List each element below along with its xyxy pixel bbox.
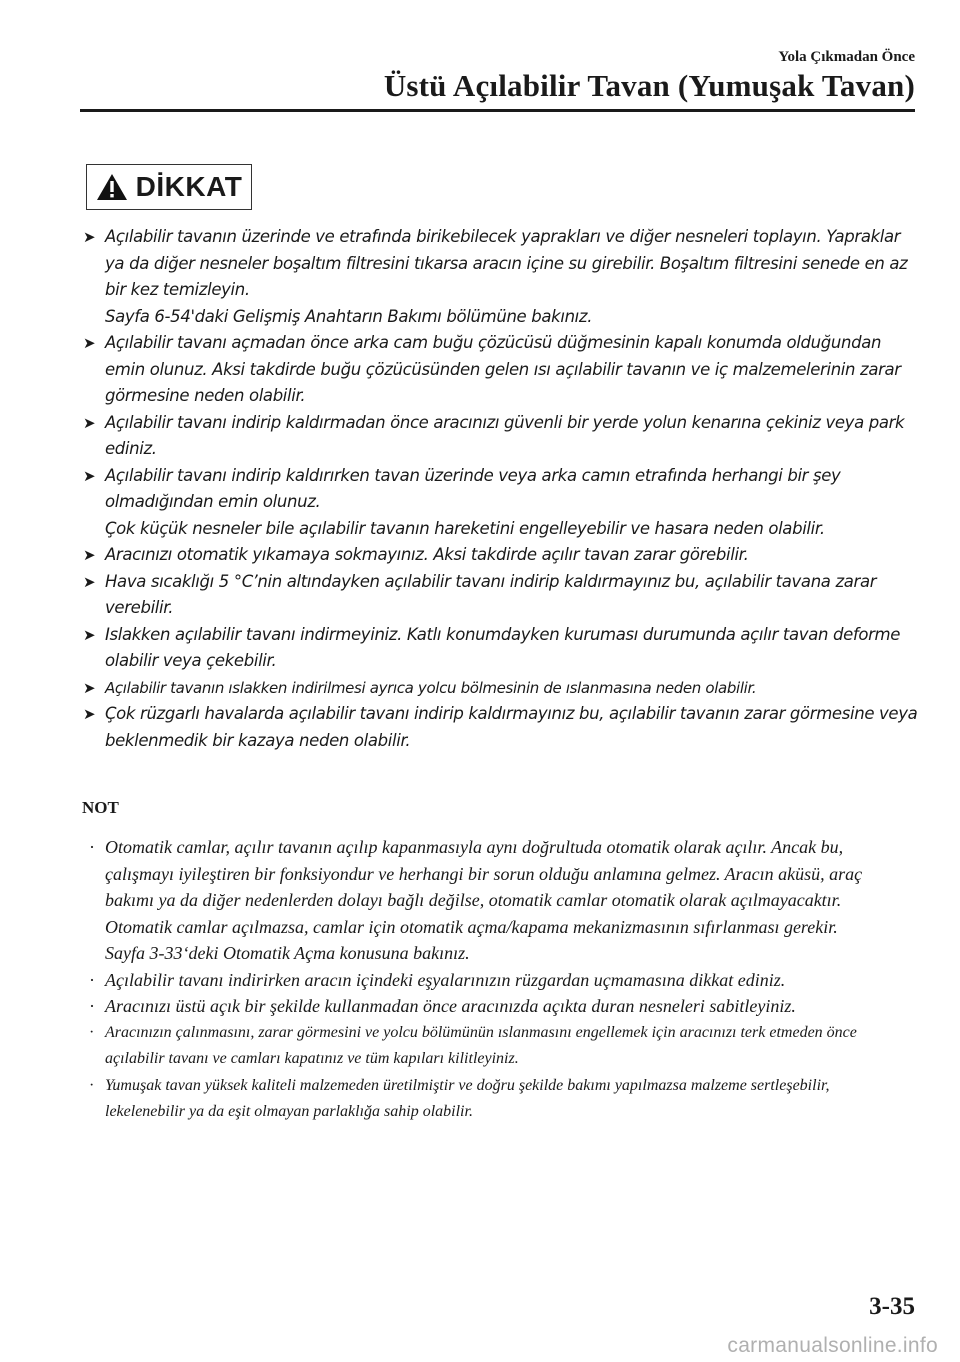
note-list: [83, 834, 883, 1126]
note-item-ref: Sayfa 3-33‘deki Otomatik Açma konusuna bakınız.: [105, 943, 470, 963]
caution-item-text: Açılabilir tavanın üzerinde ve etrafında birikebilecek yaprakları ve diğer nesneleri toplayın. Yapraklar ya da diğer nesneler boşaltım filtresini tıkarsa aracın içine su girebilir. Boşaltım filtresini senede en az bir kez temizleyin.: [105, 227, 908, 299]
arrow-bullet-icon: ➤: [83, 678, 96, 697]
caution-item: [83, 542, 918, 569]
note-item-text: Otomatik camlar, açılır tavanın açılıp kapanmasıyla aynı doğrultuda otomatik olarak açılır. Ancak bu, çalışmayı iyileştiren bir fonksiyondur ve herhangi bir sorun olduğu anlamına gelmez. Aracın aküsü, araç bakımı ya da diğer nedenlerden dolayı bağlı değilse, otomatik camlar otomatik olarak açılmayacaktır. Otomatik camlar açılmazsa, camlar için otomatik açma/kapama mekanizmasının sıfırlanması gerekir.: [105, 837, 863, 937]
dot-bullet-icon: ·: [89, 1023, 95, 1041]
caution-item-text: Çok rüzgarlı havalarda açılabilir tavanı indirip kaldırmayınız bu, açılabilir tavanın zarar görmesine veya beklenmedik bir kazaya neden olabilir.: [105, 704, 918, 750]
page-title: Üstü Açılabilir Tavan (Yumuşak Tavan): [383, 68, 915, 103]
note-item-text: Yumuşak tavan yüksek kaliteli malzemeden üretilmiştir ve doğru şekilde bakımı yapılmazsa malzeme sertleşebilir, lekelenebilir ya da eşit olmayan parlaklığa sahip olabilir.: [105, 1076, 830, 1120]
caution-heading: [86, 164, 252, 210]
caution-item: [83, 622, 918, 675]
caution-item-text: Islakken açılabilir tavanı indirmeyiniz. Katlı konumdayken kuruması durumunda açılır tavan deforme olabilir veya çekebilir.: [105, 624, 901, 670]
note-item: [83, 1073, 883, 1126]
caution-item-extra: Çok küçük nesneler bile açılabilir tavanın hareketini engelleyebilir ve hasara neden olabilir.: [105, 518, 825, 538]
caution-label: DİKKAT: [135, 171, 243, 202]
header-divider: [80, 109, 915, 112]
note-heading: NOT: [82, 798, 119, 817]
caution-item: [83, 569, 918, 622]
caution-item-text: Açılabilir tavanı indirip kaldırırken tavan üzerinde veya arka camın etrafında herhangi bir şey olmadığından emin olunuz.: [105, 465, 841, 511]
note-item: [83, 834, 883, 967]
note-item-text: Aracınızı üstü açık bir şekilde kullanmadan önce aracınızda açıkta duran nesneleri sabitleyiniz.: [105, 996, 796, 1016]
dot-bullet-icon: ·: [89, 837, 95, 857]
arrow-bullet-icon: ➤: [83, 572, 96, 591]
caution-item-text: Açılabilir tavanı açmadan önce arka cam buğu çözücüsü düğmesinin kapalı konumda olduğundan emin olunuz. Aksi takdirde buğu çözücüsünden gelen ısı açılabilir tavanın ve iç malzemelerinin zarar görmesine neden olabilir.: [105, 333, 901, 405]
arrow-bullet-icon: ➤: [83, 228, 96, 246]
note-item-text: Açılabilir tavanı indirirken aracın içindeki eşyalarınızın rüzgardan uçmamasına dikkat ediniz.: [105, 969, 786, 990]
caution-item-text: Açılabilir tavanı indirip kaldırmadan önce aracınızı güvenli bir yerde yolun kenarına çekiniz veya park ediniz.: [105, 412, 905, 458]
caution-item: [83, 224, 918, 330]
caution-list: [83, 224, 918, 754]
watermark: carmanualsonline.info: [727, 1334, 938, 1357]
caution-item: [83, 330, 918, 410]
note-item: [83, 1020, 883, 1073]
note-item: [83, 967, 883, 994]
arrow-bullet-icon: ➤: [83, 625, 96, 644]
caution-item-text: Açılabilir tavanın ıslakken indirilmesi ayrıca yolcu bölmesinin de ıslanmasına neden olabilir.: [105, 678, 757, 697]
page-header: [384, 48, 915, 104]
caution-item-text: Hava sıcaklığı 5 °C’nin altındayken açılabilir tavanı indirip kaldırmayınız bu, açılabilir tavana zarar verebilir.: [105, 571, 877, 617]
note-item: [83, 993, 883, 1020]
note-item-text: Aracınızın çalınmasını, zarar görmesini ve yolcu bölümünün ıslanmasını engellemek için aracınızı terk etmeden önce açılabilir tavanı ve camları kapatınız ve tüm kapıları kilitleyiniz.: [105, 1023, 857, 1067]
caution-item-text: Aracınızı otomatik yıkamaya sokmayınız. Aksi takdirde açılır tavan zarar görebilir.: [105, 545, 749, 564]
arrow-bullet-icon: ➤: [83, 413, 96, 432]
arrow-bullet-icon: ➤: [83, 546, 96, 564]
page-number: 3-35: [869, 1293, 915, 1320]
dot-bullet-icon: ·: [89, 1076, 95, 1094]
section-name: Yola Çıkmadan Önce: [778, 49, 915, 65]
arrow-bullet-icon: ➤: [83, 466, 96, 485]
dot-bullet-icon: ·: [89, 969, 95, 990]
caution-item: [83, 701, 918, 754]
arrow-bullet-icon: ➤: [83, 334, 96, 352]
caution-item: [83, 410, 918, 463]
caution-item-ref: Sayfa 6-54'daki Gelişmiş Anahtarın Bakımı bölümüne bakınız.: [105, 306, 593, 326]
caution-item: [83, 463, 918, 543]
arrow-bullet-icon: ➤: [83, 705, 96, 723]
warning-triangle-icon: [96, 173, 128, 201]
caution-item: [83, 675, 918, 702]
dot-bullet-icon: ·: [89, 996, 95, 1016]
